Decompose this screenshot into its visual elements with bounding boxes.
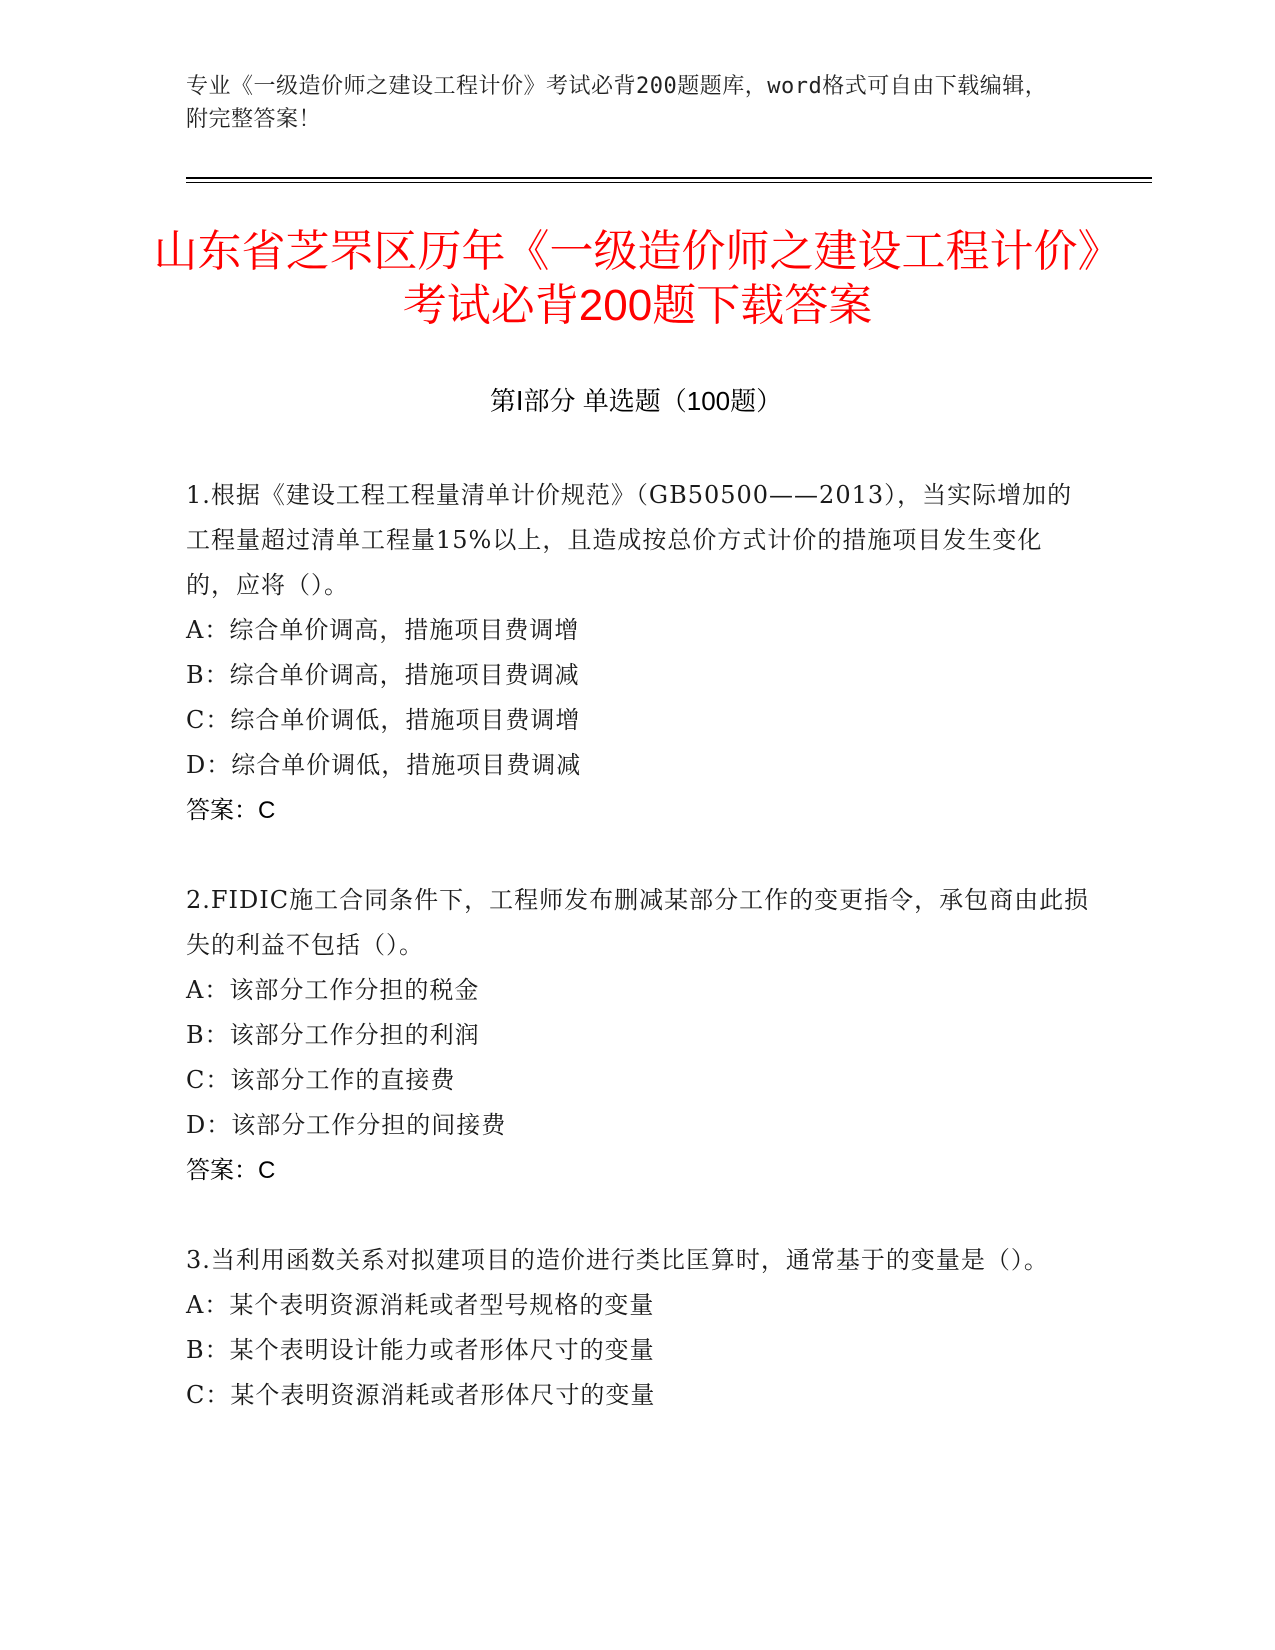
header-note: 专业《一级造价师之建设工程计价》考试必背200题题库，word格式可自由下载编辑，附完整答案！ (186, 74, 1048, 132)
option-c: C：某个表明资源消耗或者形体尺寸的变量 (186, 1381, 656, 1409)
answer-label: 答案：C (186, 1157, 276, 1184)
question-stem: 3.当利用函数关系对拟建项目的造价进行类比匡算时，通常基于的变量是（）。 (186, 1246, 1049, 1274)
header-rule-thin (186, 182, 1152, 183)
question-1 (186, 473, 1091, 833)
answer-label: 答案：C (186, 797, 276, 824)
option-b: B：某个表明设计能力或者形体尺寸的变量 (186, 1336, 655, 1364)
option-c: C：综合单价调低，措施项目费调增 (186, 706, 581, 734)
option-b: B：该部分工作分担的利润 (186, 1021, 480, 1049)
option-a: A：该部分工作分担的税金 (186, 976, 480, 1004)
question-stem: 2.FIDIC施工合同条件下，工程师发布删减某部分工作的变更指令，承包商由此损失的利益不包括（）。 (186, 886, 1090, 959)
header-rule-thick (186, 177, 1152, 179)
document-title: 山东省芝罘区历年《一级造价师之建设工程计价》考试必背200题下载答案 (153, 227, 1122, 330)
option-d: D：该部分工作分担的间接费 (186, 1111, 507, 1139)
section-heading: 第Ⅰ部分 单选题（100题） (489, 386, 783, 416)
question-3 (186, 1238, 1091, 1418)
question-list (186, 473, 1091, 1463)
question-stem: 1.根据《建设工程工程量清单计价规范》（GB50500——2013），当实际增加的工程量超过清单工程量15%以上，且造成按总价方式计价的措施项目发生变化的，应将（）。 (186, 481, 1073, 599)
option-b: B：综合单价调高，措施项目费调减 (186, 661, 580, 689)
question-2 (186, 878, 1091, 1193)
option-d: D：综合单价调低，措施项目费调减 (186, 751, 582, 779)
option-a: A：某个表明资源消耗或者型号规格的变量 (186, 1291, 655, 1319)
option-c: C：该部分工作的直接费 (186, 1066, 456, 1094)
option-a: A：综合单价调高，措施项目费调增 (186, 616, 580, 644)
